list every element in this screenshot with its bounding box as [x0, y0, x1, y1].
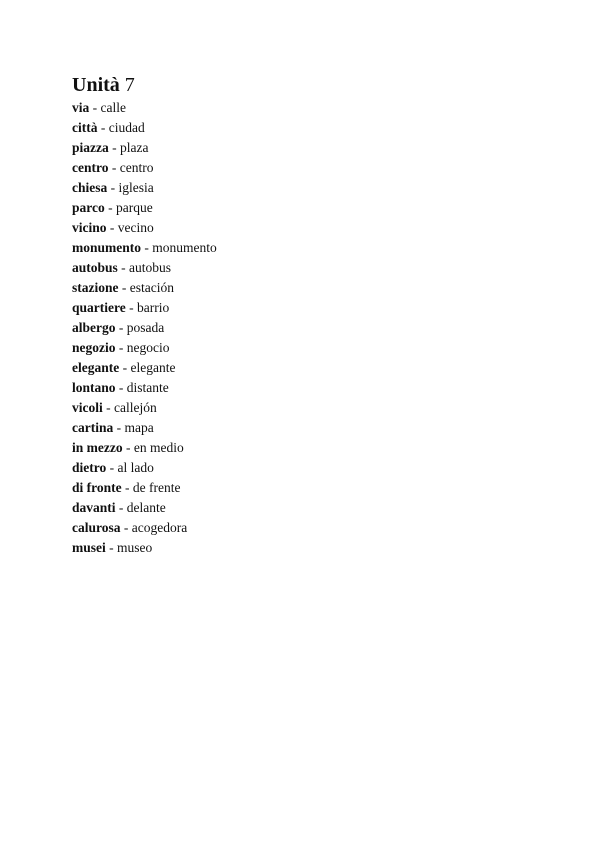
vocab-translation: en medio [133, 440, 184, 455]
vocab-translation: acogedora [131, 520, 188, 535]
vocab-separator: - [108, 160, 120, 175]
vocab-translation: estación [129, 280, 174, 295]
title-number: 7 [124, 74, 135, 96]
vocab-translation: centro [119, 160, 154, 175]
vocab-separator: - [122, 440, 134, 455]
vocab-translation: iglesia [118, 180, 154, 195]
vocab-entry [72, 338, 217, 358]
vocab-translation: autobus [129, 260, 172, 275]
vocab-entry [72, 438, 217, 458]
vocab-translation: negocio [126, 340, 170, 355]
vocab-translation: distante [126, 380, 169, 395]
vocab-separator: - [104, 200, 116, 215]
vocab-entry [72, 478, 217, 498]
vocab-separator: - [89, 100, 101, 115]
vocab-separator: - [106, 220, 118, 235]
vocab-separator: - [97, 120, 109, 135]
vocab-term: via [72, 100, 90, 115]
vocab-term: calurosa [72, 520, 121, 535]
vocab-separator: - [115, 500, 127, 515]
vocab-entry [72, 198, 217, 218]
vocab-translation: monumento [152, 240, 217, 255]
vocab-separator: - [117, 260, 130, 275]
vocab-term: vicino [72, 220, 107, 235]
vocab-translation: plaza [120, 140, 149, 155]
vocab-entry [72, 538, 217, 558]
vocab-term: in mezzo [72, 440, 123, 455]
vocab-translation: elegante [130, 360, 176, 375]
vocab-separator: - [107, 180, 119, 195]
vocab-separator: - [125, 300, 137, 315]
vocab-entry [72, 458, 217, 478]
vocab-term: vicoli [72, 400, 103, 415]
vocab-separator: - [113, 420, 125, 435]
vocab-entry [72, 378, 217, 398]
vocab-term: città [72, 120, 98, 135]
vocab-term: di fronte [72, 480, 122, 495]
vocab-separator: - [102, 400, 114, 415]
vocab-translation: mapa [124, 420, 154, 435]
vocab-term: piazza [72, 140, 109, 155]
title-word: Unità [72, 74, 120, 96]
vocab-entry [72, 418, 217, 438]
vocab-separator: - [118, 280, 130, 295]
vocab-translation: delante [126, 500, 166, 515]
vocab-separator: - [115, 320, 127, 335]
vocab-entry [72, 98, 217, 118]
vocab-term: parco [72, 200, 105, 215]
vocab-term: chiesa [72, 180, 108, 195]
vocab-term: centro [72, 160, 109, 175]
vocab-translation: barrio [137, 300, 170, 315]
vocab-term: cartina [72, 420, 114, 435]
vocab-separator: - [141, 240, 153, 255]
vocabulary-list [72, 98, 217, 558]
vocab-entry [72, 358, 217, 378]
vocab-separator: - [119, 360, 131, 375]
page-title [72, 73, 135, 97]
vocab-translation: calle [100, 100, 126, 115]
vocab-term: davanti [72, 500, 116, 515]
vocab-term: dietro [72, 460, 107, 475]
vocab-term: elegante [72, 360, 120, 375]
vocab-translation: posada [126, 320, 165, 335]
vocab-entry [72, 178, 217, 198]
vocab-term: quartiere [72, 300, 126, 315]
vocab-translation: al lado [117, 460, 154, 475]
vocab-entry [72, 158, 217, 178]
vocab-term: negozio [72, 340, 116, 355]
vocab-separator: - [108, 140, 120, 155]
vocab-separator: - [105, 540, 117, 555]
vocab-separator: - [121, 480, 133, 495]
vocab-entry [72, 398, 217, 418]
vocab-entry [72, 298, 217, 318]
vocab-translation: ciudad [108, 120, 145, 135]
vocab-separator: - [120, 520, 132, 535]
vocab-translation: vecino [117, 220, 154, 235]
vocab-translation: callejón [114, 400, 157, 415]
vocab-entry [72, 118, 217, 138]
vocab-entry [72, 278, 217, 298]
vocab-translation: museo [117, 540, 153, 555]
vocab-entry [72, 238, 217, 258]
vocab-separator: - [115, 340, 127, 355]
vocab-entry [72, 498, 217, 518]
vocab-entry [72, 518, 217, 538]
vocab-entry [72, 138, 217, 158]
vocab-term: autobus [72, 260, 118, 275]
vocab-term: musei [72, 540, 106, 555]
vocab-translation: de frente [132, 480, 181, 495]
vocab-translation: parque [116, 200, 153, 215]
vocab-separator: - [115, 380, 127, 395]
vocab-term: albergo [72, 320, 116, 335]
vocab-term: stazione [72, 280, 119, 295]
vocab-separator: - [106, 460, 118, 475]
vocab-term: lontano [72, 380, 116, 395]
vocab-entry [72, 258, 217, 278]
vocab-entry [72, 218, 217, 238]
vocab-entry [72, 318, 217, 338]
vocab-term: monumento [72, 240, 142, 255]
